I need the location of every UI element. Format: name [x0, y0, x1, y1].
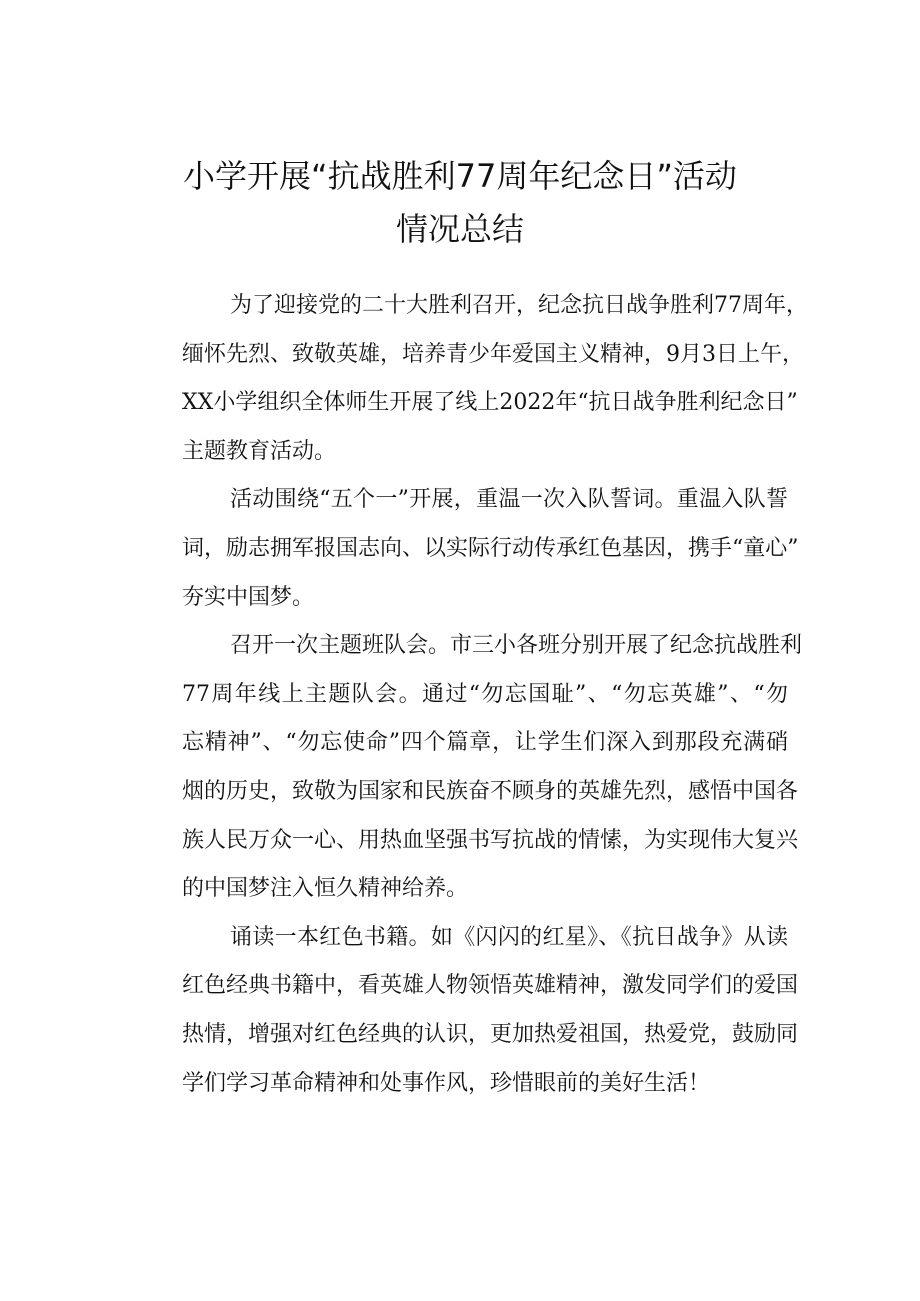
paragraph-line: 缅怀先烈、致敬英雄，培养青少年爱国主义精神，9月3日上午， — [182, 341, 804, 367]
title-line-2: 情况总结 — [395, 210, 524, 249]
paragraph-line: 烟的历史，致敬为国家和民族奋不顾身的英雄先烈，感悟中国各 — [182, 778, 799, 804]
paragraph-line: 学们学习革命精神和处事作风，珍惜眼前的美好生活！ — [182, 1070, 711, 1096]
paragraph-3 — [138, 622, 803, 914]
paragraph-line: 为了迎接党的二十大胜利召开，纪念抗日战争胜利77周年， — [230, 293, 808, 318]
paragraph-line: 红色经典书籍中，看英雄人物领悟英雄精神，激发同学们的爱国 — [182, 973, 799, 999]
paragraph-line: 召开一次主题班队会。市三小各班分别开展了纪念抗战胜利 — [230, 633, 803, 659]
paragraph-line: XX小学组织全体师生开展了线上2022年“抗日战争胜利纪念日” — [182, 390, 798, 416]
paragraph-line: 诵读一本红色书籍。如《闪闪的红星》、《抗日战争》从读 — [230, 924, 788, 950]
paragraph-line: 忘精神”、“勿忘使命”四个篇章，让学生们深入到那段充满硝 — [182, 730, 788, 756]
paragraph-4 — [138, 914, 799, 1108]
paragraph-line: 夯实中国梦。 — [182, 584, 315, 610]
paragraph-line: 的中国梦注入恒久精神给养。 — [182, 876, 469, 902]
paragraph-1 — [138, 282, 808, 476]
paragraph-line: 族人民万众一心、用热血坚强书写抗战的情愫，为实现伟大复兴 — [182, 827, 799, 853]
document-body — [138, 282, 808, 1108]
paragraph-line: 主题教育活动。 — [182, 438, 337, 464]
paragraph-line: 77周年线上主题队会。通过“勿忘国耻”、“勿忘英雄”、“勿 — [182, 681, 788, 707]
paragraph-2 — [138, 476, 799, 622]
paragraph-line: 词，励志拥军报国志向、以实际行动传承红色基因，携手“童心” — [182, 535, 799, 561]
paragraph-line: 活动围绕“五个一”开展，重温一次入队誓词。重温入队誓 — [230, 487, 788, 513]
document-title — [120, 150, 800, 256]
title-line-1: 小学开展“抗战胜利77周年纪念日”活动 — [183, 157, 737, 196]
paragraph-line: 热情，增强对红色经典的认识，更加热爱祖国，热爱党，鼓励同 — [182, 1021, 799, 1047]
